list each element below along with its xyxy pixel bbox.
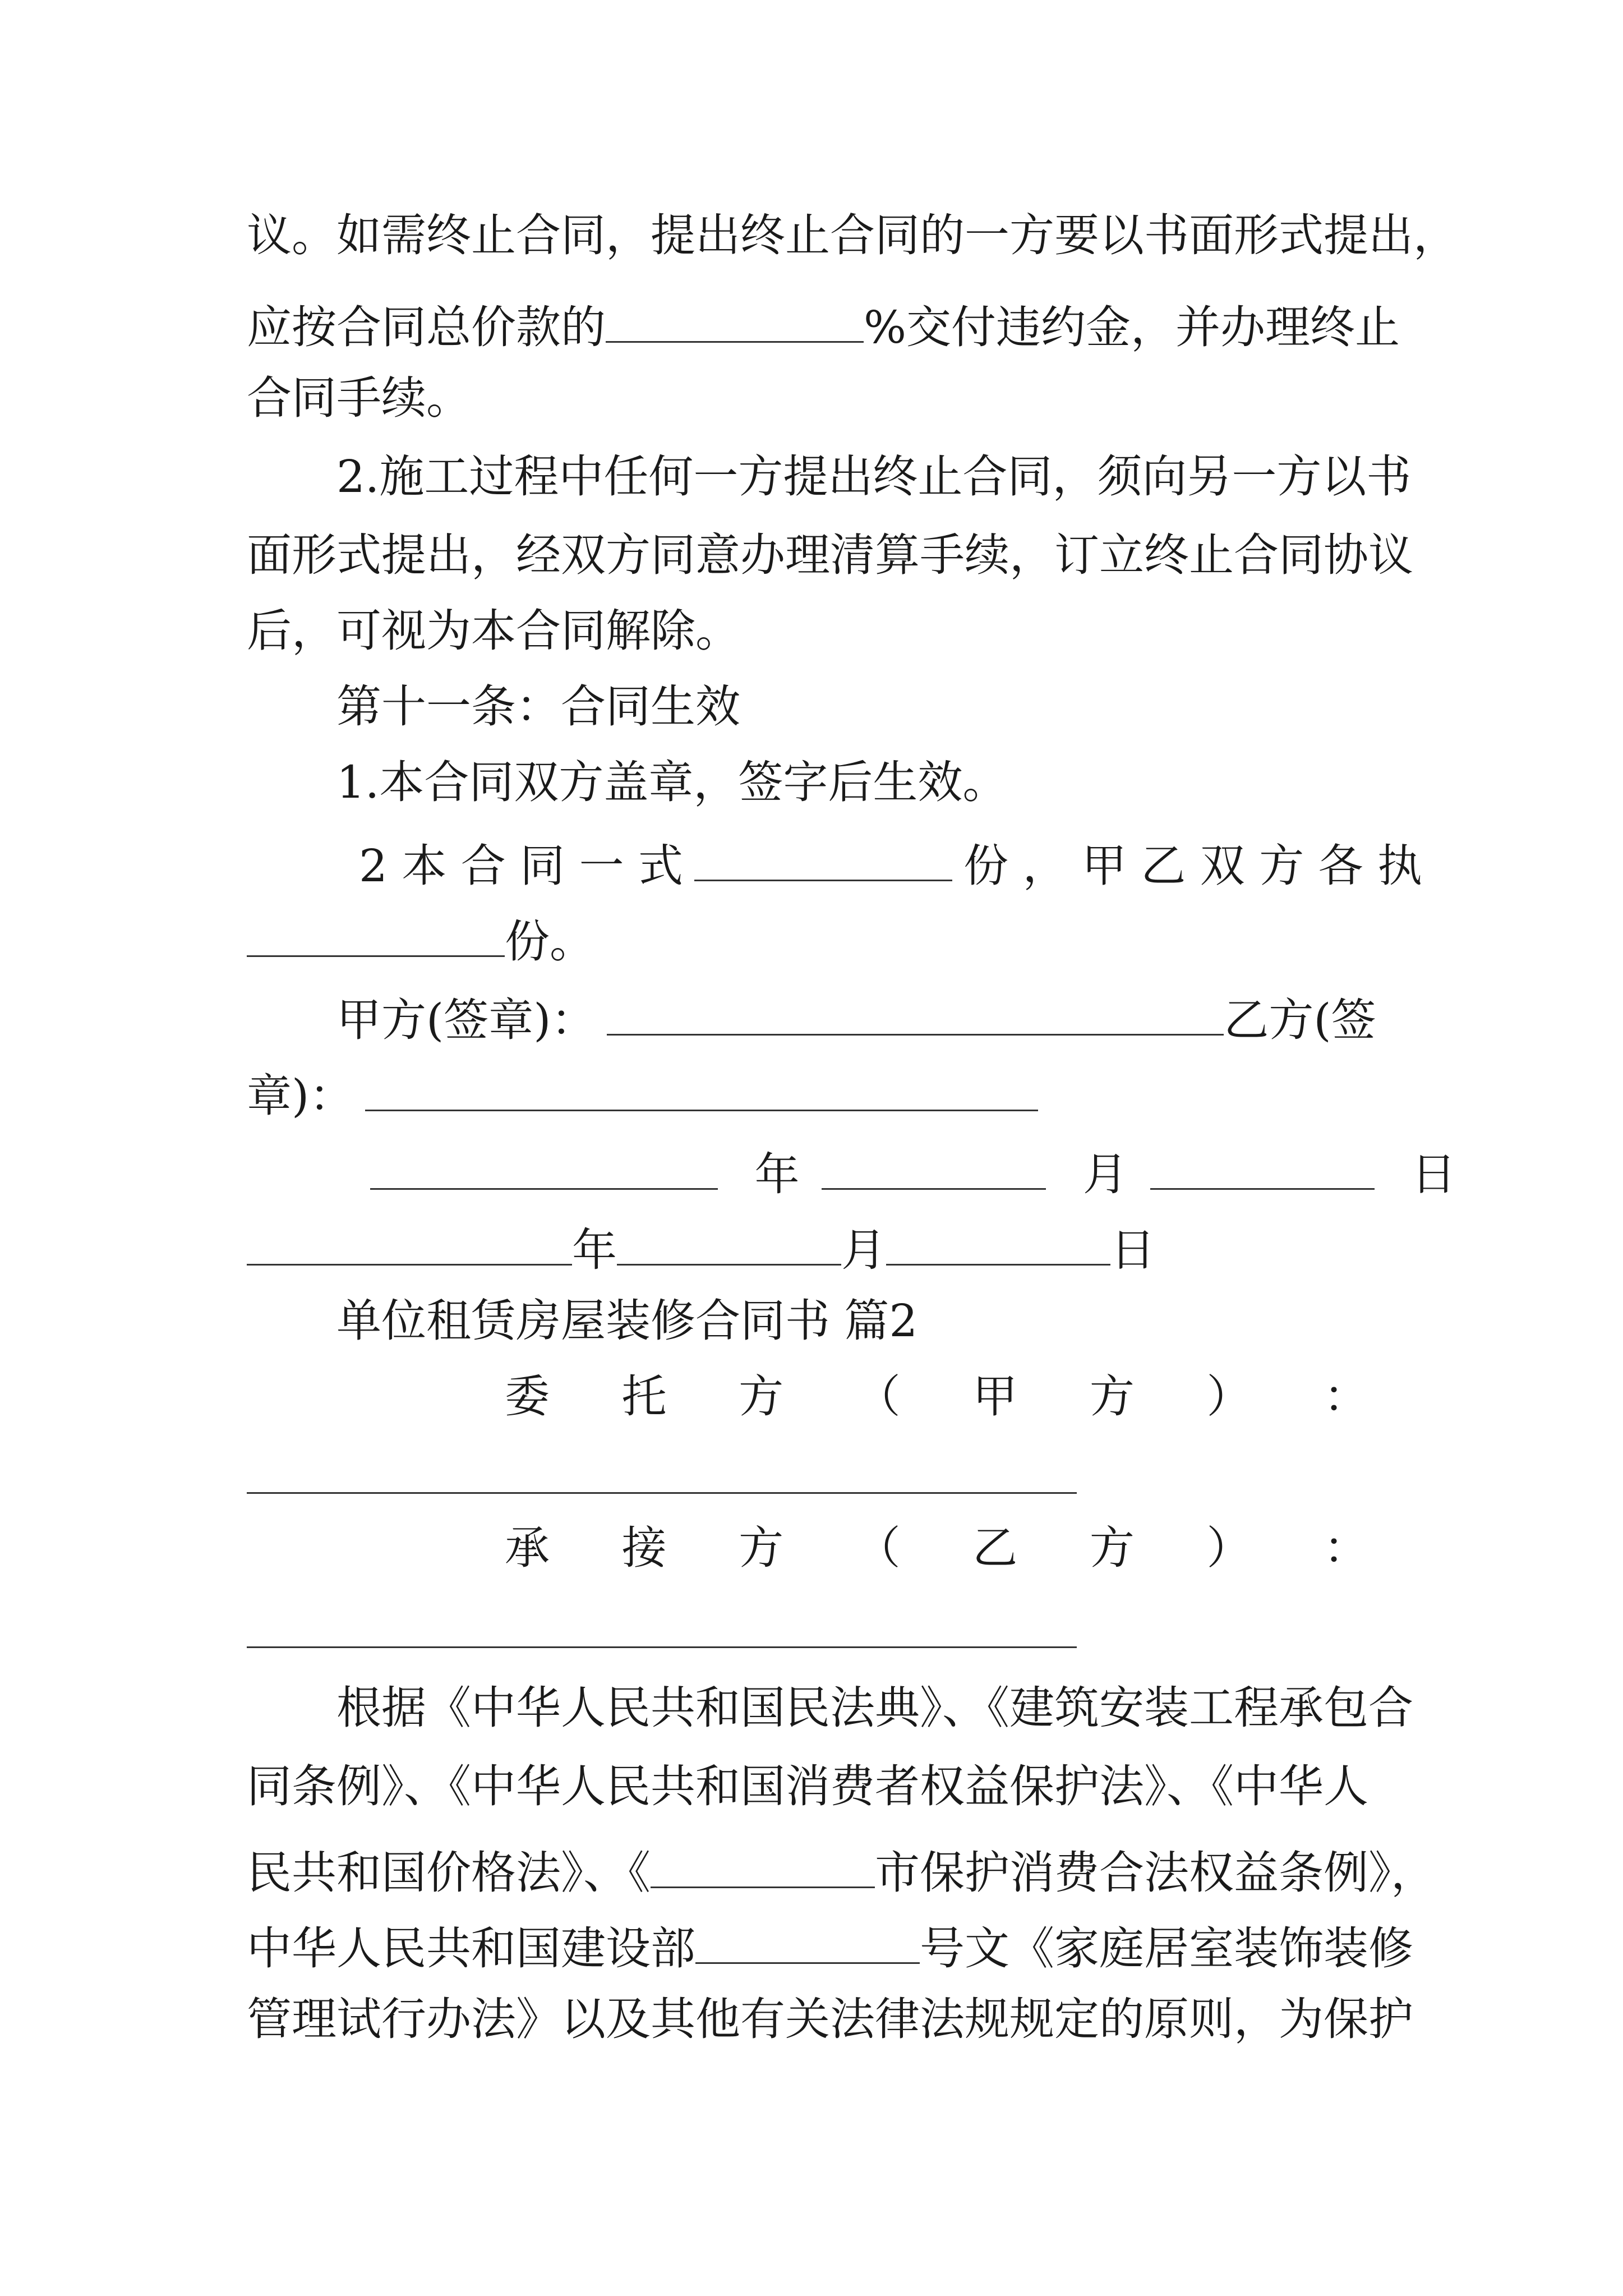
line-text: 份 ， 甲 乙 双 方 各 执: [963, 840, 1423, 892]
client-char: ：: [1323, 1370, 1368, 1423]
client-char: 方: [739, 1370, 784, 1423]
month-blank[interactable]: [617, 1220, 841, 1266]
line-text: %交付违约金，并办理终止: [864, 301, 1400, 353]
contractor-char: 乙: [972, 1522, 1018, 1574]
text-line: [247, 1760, 1391, 1812]
line-text: 2.施工过程中任何一方提出终止合同，须向另一方以书: [336, 450, 1412, 503]
heading-text: 第十一条：合同生效: [336, 680, 740, 733]
text-line: [247, 297, 1400, 353]
contractor-char: ）: [1206, 1522, 1252, 1574]
signature-line: [247, 1066, 1391, 1122]
line-text: 管理试行办法》以及其他有关法律法规规定的原则，为保护: [247, 1993, 1413, 2045]
text-line: [247, 209, 1458, 261]
line-text: 1.本合同双方盖章，签字后生效。: [336, 756, 1008, 808]
line-text: 2 本 合 同 一 式: [359, 840, 684, 892]
contractor-char: 承: [505, 1522, 550, 1574]
month-blank[interactable]: [822, 1144, 1046, 1190]
fill-blank[interactable]: [247, 912, 505, 957]
client-char: 托: [621, 1370, 667, 1423]
city-blank[interactable]: [651, 1843, 875, 1888]
text-line: [336, 450, 1412, 503]
text-line: [247, 529, 1413, 581]
line-text: 应按合同总价款的: [247, 301, 606, 353]
line-text: 议。如需终止合同，提出终止合同的一方要以书面形式提出，: [247, 209, 1458, 261]
party-a-label: 甲方(签章)：: [336, 994, 596, 1046]
line-text: 市保护消费合法权益条例》，: [875, 1847, 1436, 1899]
party-b-label: 乙方(签: [1224, 994, 1376, 1046]
client-char: ）: [1206, 1370, 1252, 1423]
text-line: [336, 756, 1391, 808]
fill-blank[interactable]: [694, 836, 952, 881]
line-text: 民共和国价格法》、《: [247, 1847, 651, 1899]
day-label: 日: [1110, 1224, 1155, 1276]
line-text: 号文《家庭居室装饰装修: [920, 1922, 1413, 1975]
text-line: [359, 836, 1423, 892]
text-line: [247, 372, 1391, 424]
line-text: 份。: [505, 915, 594, 968]
month-label: 月: [841, 1224, 886, 1276]
contractor-char: 方: [1089, 1522, 1135, 1574]
client-char: 方: [1089, 1370, 1135, 1423]
text-line: [247, 1843, 1436, 1899]
contractor-char: ：: [1323, 1522, 1368, 1574]
day-blank[interactable]: [1150, 1144, 1375, 1190]
day-blank[interactable]: [886, 1220, 1110, 1266]
year-blank[interactable]: [370, 1144, 718, 1190]
client-char: 委: [505, 1370, 550, 1423]
party-b-signature-blank[interactable]: [365, 1066, 1038, 1111]
day-label: 日: [1411, 1148, 1456, 1200]
year-label: 年: [572, 1224, 617, 1276]
contractor-char: 接: [621, 1522, 667, 1574]
contractor-char: （: [855, 1522, 901, 1574]
signature-line: [336, 990, 1391, 1046]
date-line: [370, 1144, 1456, 1200]
client-char: （: [855, 1370, 901, 1423]
party-a-signature-blank[interactable]: [607, 990, 1224, 1036]
heading-text: 单位租赁房屋装修合同书 篇2: [336, 1295, 918, 1347]
text-line: [247, 912, 1391, 968]
contractor-party-blank[interactable]: [247, 1646, 1077, 1648]
line-text: 根据《中华人民共和国民法典》、《建筑安装工程承包合: [336, 1682, 1413, 1734]
section-heading: [336, 680, 1391, 733]
year-blank[interactable]: [247, 1220, 572, 1266]
line-text: 面形式提出，经双方同意办理清算手续，订立终止合同协议: [247, 529, 1413, 581]
section-heading: [336, 1295, 1391, 1347]
client-party-line: [505, 1370, 1368, 1423]
contractor-char: 方: [739, 1522, 784, 1574]
line-text: 同条例》、《中华人民共和国消费者权益保护法》、《中华人: [247, 1760, 1368, 1812]
line-text: 后，可视为本合同解除。: [247, 605, 740, 657]
month-label: 月: [1082, 1148, 1128, 1200]
text-line: [247, 1918, 1413, 1975]
line-text: 合同手续。: [247, 372, 471, 424]
year-label: 年: [754, 1148, 800, 1200]
document-number-blank[interactable]: [695, 1918, 920, 1964]
client-char: 甲: [972, 1370, 1018, 1423]
fill-blank[interactable]: [606, 297, 864, 343]
date-line: [247, 1220, 1391, 1276]
text-line: [247, 1993, 1413, 2045]
text-line: [247, 605, 1391, 657]
text-line: [336, 1682, 1413, 1734]
line-text: 中华人民共和国建设部: [247, 1922, 695, 1975]
party-b-label-cont: 章)：: [247, 1070, 354, 1122]
contractor-party-line: [505, 1522, 1368, 1574]
client-party-blank[interactable]: [247, 1492, 1077, 1494]
